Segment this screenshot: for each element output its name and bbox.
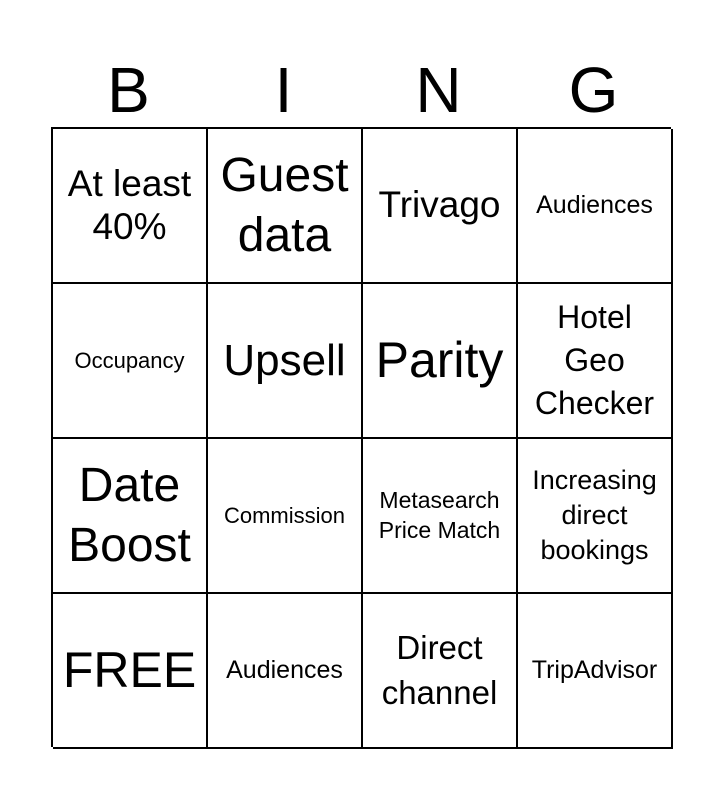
cell-label: Date Boost bbox=[68, 458, 191, 572]
cell-label: Increasing direct bookings bbox=[532, 464, 657, 566]
cell-label: Direct channel bbox=[381, 628, 498, 711]
bingo-header bbox=[51, 52, 671, 128]
cell-label: Occupancy bbox=[74, 347, 185, 373]
bingo-cell[interactable] bbox=[363, 129, 518, 284]
header-letter-g: G bbox=[568, 54, 619, 126]
bingo-cell[interactable] bbox=[53, 594, 208, 749]
bingo-cell[interactable] bbox=[208, 129, 363, 284]
cell-label: Guest data bbox=[220, 148, 349, 262]
bingo-cell[interactable] bbox=[53, 439, 208, 594]
bingo-grid bbox=[51, 127, 671, 747]
header-letter-n: N bbox=[415, 54, 462, 126]
bingo-cell[interactable] bbox=[208, 594, 363, 749]
bingo-cell[interactable] bbox=[208, 439, 363, 594]
header-letter-b: B bbox=[107, 54, 150, 126]
bingo-cell[interactable] bbox=[208, 284, 363, 439]
cell-label: Commission bbox=[223, 502, 346, 528]
cell-label: TripAdvisor bbox=[531, 656, 658, 685]
cell-label: Upsell bbox=[223, 335, 346, 385]
bingo-cell[interactable] bbox=[53, 284, 208, 439]
header-letter-i: I bbox=[274, 54, 293, 126]
bingo-cell[interactable] bbox=[363, 439, 518, 594]
bingo-cell[interactable] bbox=[363, 594, 518, 749]
bingo-cell[interactable] bbox=[53, 129, 208, 284]
bingo-cell[interactable] bbox=[518, 129, 673, 284]
cell-label: Audiences bbox=[536, 191, 653, 220]
cell-label: Trivago bbox=[378, 184, 501, 226]
cell-label: FREE bbox=[62, 642, 197, 698]
bingo-cell[interactable] bbox=[363, 284, 518, 439]
cell-label: At least 40% bbox=[67, 162, 192, 247]
cell-label: Metasearch Price Match bbox=[378, 486, 501, 543]
bingo-cell[interactable] bbox=[518, 284, 673, 439]
cell-label: Parity bbox=[375, 332, 504, 388]
bingo-cell[interactable] bbox=[518, 439, 673, 594]
bingo-cell[interactable] bbox=[518, 594, 673, 749]
cell-label: Audiences bbox=[226, 656, 343, 685]
cell-label: Hotel Geo Checker bbox=[534, 298, 655, 422]
